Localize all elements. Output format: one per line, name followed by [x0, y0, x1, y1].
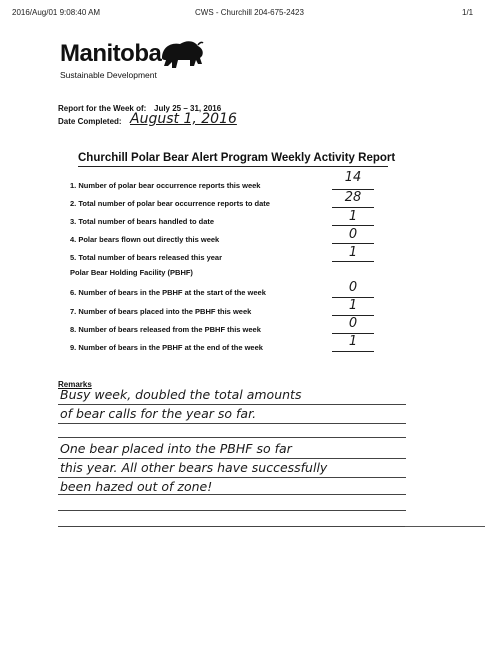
- item-5-value: 1: [348, 245, 358, 260]
- remarks-rule-6: [58, 494, 406, 495]
- remarks-line-4: this year. All other bears have successfully: [60, 460, 328, 475]
- remarks-label: Remarks: [58, 380, 92, 389]
- remarks-line-2: of bear calls for the year so far.: [60, 406, 257, 421]
- item-2-value: 28: [344, 190, 362, 205]
- stray-line: [405, 526, 485, 527]
- manitoba-wordmark: Manitoba: [60, 40, 162, 67]
- item-2-label: 2. Total number of polar bear occurrence reports to date: [70, 199, 270, 208]
- item-1-label: 1. Number of polar bear occurrence reports this week: [70, 181, 261, 190]
- remarks-rule-3: [58, 437, 406, 438]
- date-completed-label: Date Completed:: [58, 117, 122, 126]
- item-7-label: 7. Number of bears placed into the PBHF this week: [70, 307, 252, 316]
- item-4-answer-line: [332, 243, 374, 244]
- report-week-label: Report for the Week of:: [58, 104, 147, 113]
- item-6-label: 6. Number of bears in the PBHF at the start of the week: [70, 288, 266, 297]
- item-5-label: 5. Total number of bears released this year: [70, 253, 222, 262]
- report-week-value: July 25 – 31, 2016: [154, 104, 222, 113]
- remarks-rule-7: [58, 510, 406, 511]
- item-5-answer-line: [332, 261, 374, 262]
- remarks-line-5: been hazed out of zone!: [60, 479, 213, 494]
- item-2-answer-line: [332, 207, 374, 208]
- date-completed-value: August 1, 2016: [130, 111, 237, 127]
- item-3-answer-line: [332, 225, 374, 226]
- title-underline: [78, 166, 388, 167]
- item-3-label: 3. Total number of bears handled to date: [70, 217, 215, 226]
- item-8-label: 8. Number of bears released from the PBHF this week: [70, 325, 261, 334]
- remarks-line-3: One bear placed into the PBHF so far: [60, 441, 292, 456]
- remarks-rule-2: [58, 423, 406, 424]
- remarks-line-1: Busy week, doubled the total amounts: [60, 387, 302, 402]
- remarks-rule-8: [58, 526, 406, 527]
- item-3-value: 1: [348, 209, 358, 224]
- department-name: Sustainable Development: [60, 70, 157, 80]
- item-4-label: 4. Polar bears flown out directly this week: [70, 235, 220, 244]
- remarks-rule-5: [58, 477, 406, 478]
- item-9-label: 9. Number of bears in the PBHF at the end of the week: [70, 343, 263, 352]
- fax-timestamp: 2016/Aug/01 9:08:40 AM: [12, 8, 101, 17]
- fax-page-number: 1/1: [462, 8, 474, 17]
- item-9-answer-line: [332, 351, 374, 352]
- item-4-value: 0: [348, 227, 358, 242]
- pbhf-heading: Polar Bear Holding Facility (PBHF): [70, 268, 193, 277]
- report-title: Churchill Polar Bear Alert Program Weekly Activity Report: [78, 152, 396, 164]
- fax-sender: CWS - Churchill 204-675-2423: [195, 8, 304, 17]
- remarks-rule-1: [58, 404, 406, 405]
- item-6-value: 0: [348, 280, 358, 295]
- bison-icon: [158, 36, 206, 76]
- remarks-rule-4: [58, 458, 406, 459]
- item-8-value: 0: [348, 316, 358, 331]
- item-1-value: 14: [344, 170, 362, 185]
- item-7-value: 1: [348, 298, 358, 313]
- item-9-value: 1: [348, 334, 358, 349]
